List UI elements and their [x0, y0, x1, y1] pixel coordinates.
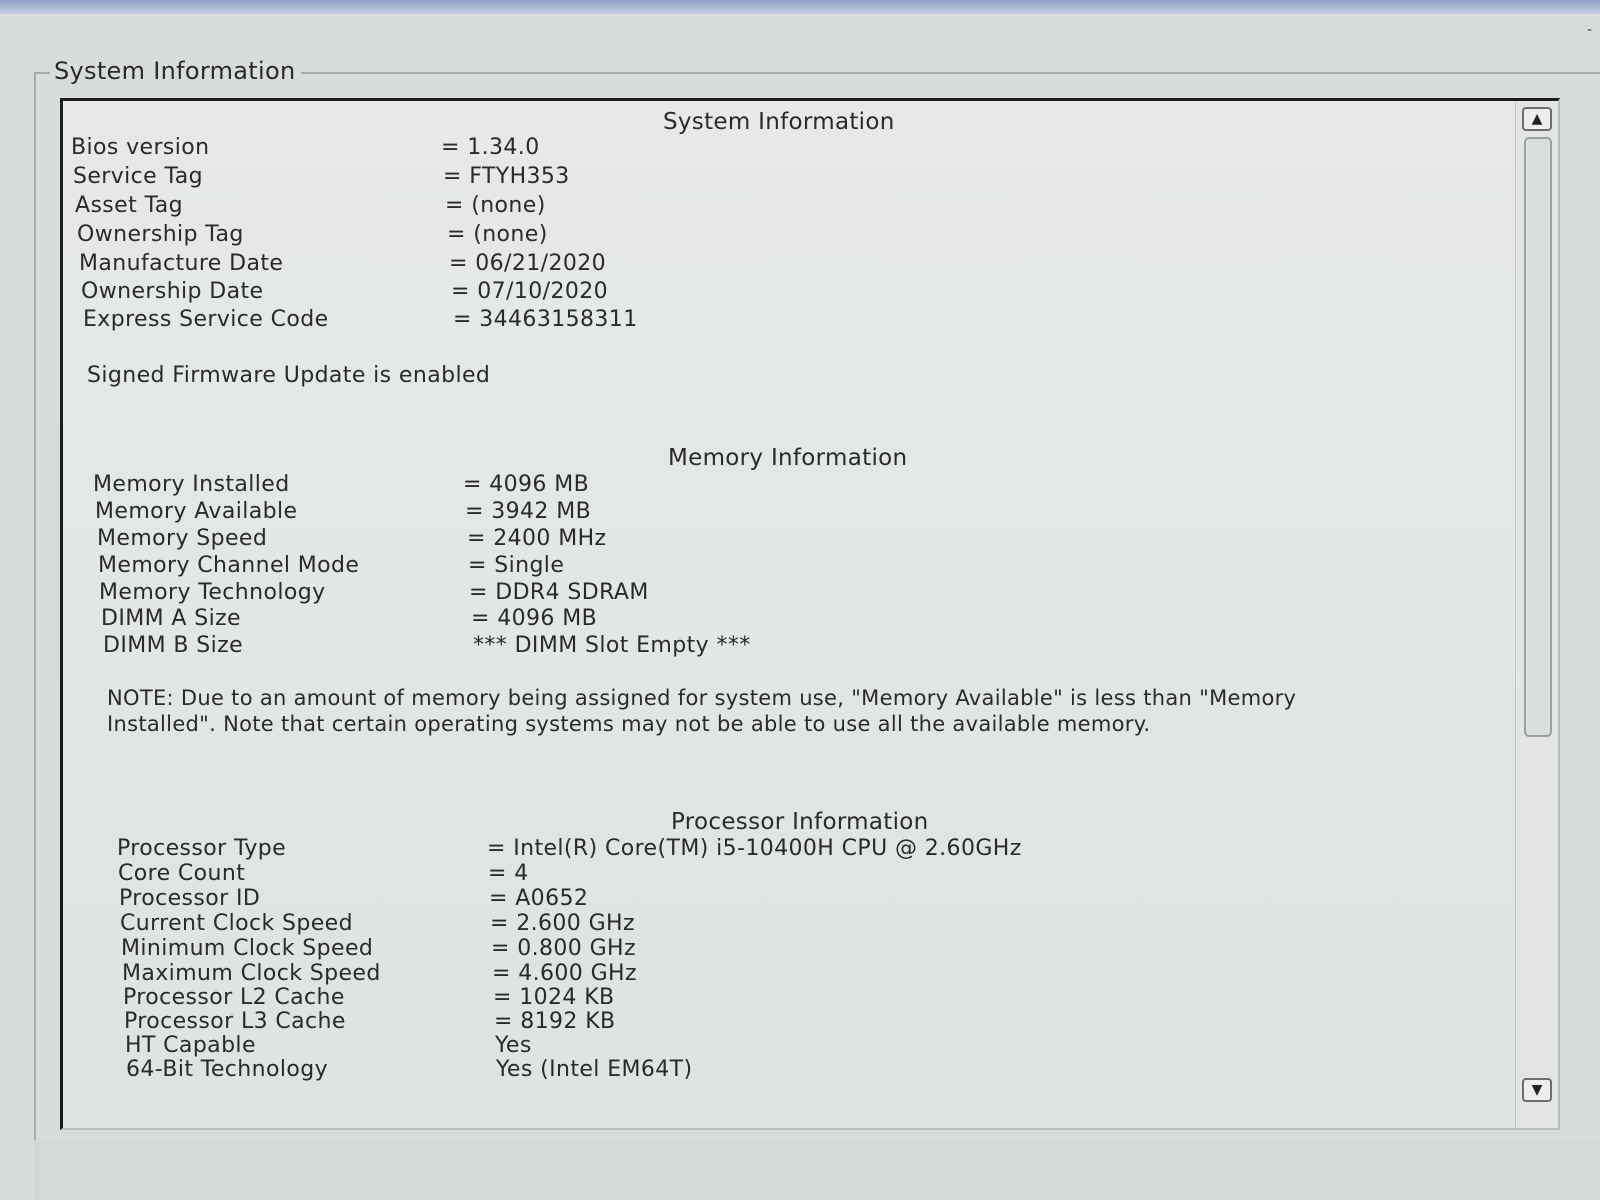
row-value: = 4 — [488, 861, 529, 886]
row-value: = 1.34.0 — [441, 135, 540, 160]
row-label: Memory Channel Mode — [98, 553, 360, 578]
row-value: = 07/10/2020 — [451, 279, 609, 304]
row-value: = 06/21/2020 — [449, 251, 607, 276]
row-value: = 3942 MB — [465, 499, 592, 524]
row-label: Asset Tag — [75, 193, 183, 218]
row-label: DIMM B Size — [103, 633, 244, 658]
scroll-thumb[interactable] — [1524, 137, 1552, 737]
vertical-scrollbar[interactable] — [1515, 101, 1558, 1128]
groupbox-title: System Information — [50, 57, 301, 85]
row-value: = DDR4 SDRAM — [469, 580, 649, 605]
row-label: Processor L3 Cache — [124, 1009, 346, 1034]
row-label: Core Count — [118, 861, 246, 886]
scroll-up-button[interactable] — [1522, 107, 1552, 131]
groupbox-bottom-area — [34, 1140, 1600, 1200]
row-label: Service Tag — [73, 164, 203, 189]
row-label: Manufacture Date — [79, 251, 284, 276]
triangle-up-icon: ▲ — [1531, 111, 1543, 127]
row-label: Processor Type — [117, 836, 287, 861]
row-value: Yes (Intel EM64T) — [496, 1057, 693, 1082]
row-label: Minimum Clock Speed — [121, 936, 374, 961]
scroll-down-button[interactable] — [1522, 1078, 1552, 1102]
system-section-heading: System Information — [663, 109, 895, 135]
row-value: = 1024 KB — [493, 985, 615, 1010]
row-label: Processor ID — [119, 886, 261, 911]
processor-section-heading: Processor Information — [671, 809, 929, 835]
info-scroll-panel[interactable] — [60, 98, 1560, 1130]
memory-note: NOTE: Due to an amount of memory being assigned for system use, "Memory Available" is less than "Memory Installed". Note that certain operating systems may not be able to use all the available memory. — [107, 686, 1297, 736]
row-label: Memory Technology — [99, 580, 326, 605]
row-label: Ownership Tag — [77, 222, 244, 247]
memory-section-heading: Memory Information — [668, 445, 908, 471]
row-label: HT Capable — [125, 1033, 256, 1058]
row-value: = 2.600 GHz — [490, 911, 635, 936]
row-value: = 4096 MB — [471, 606, 598, 631]
row-label: Memory Installed — [93, 472, 290, 497]
row-value: = 0.800 GHz — [491, 936, 636, 961]
row-label: Bios version — [71, 135, 210, 160]
row-label: 64-Bit Technology — [126, 1057, 329, 1082]
triangle-down-icon: ▼ — [1531, 1082, 1543, 1098]
row-value: = FTYH353 — [443, 164, 570, 189]
row-value: Yes — [495, 1033, 532, 1058]
firmware-status-text: Signed Firmware Update is enabled — [87, 363, 491, 388]
row-label: Ownership Date — [81, 279, 264, 304]
row-value: *** DIMM Slot Empty *** — [473, 633, 751, 658]
row-value: = A0652 — [489, 886, 589, 911]
row-value: = (none) — [445, 193, 546, 218]
row-value: = 34463158311 — [453, 307, 638, 332]
row-value: = 2400 MHz — [467, 526, 607, 551]
row-value: = 4.600 GHz — [492, 961, 637, 986]
row-label: Maximum Clock Speed — [122, 961, 381, 986]
info-content — [63, 101, 1518, 1130]
window-top-strip — [0, 0, 1600, 14]
row-value: = 8192 KB — [494, 1009, 616, 1034]
row-label: Memory Speed — [97, 526, 268, 551]
row-label: Current Clock Speed — [120, 911, 353, 936]
row-label: Express Service Code — [83, 307, 329, 332]
window-corner-mark: - — [1586, 22, 1592, 38]
row-label: Processor L2 Cache — [123, 985, 345, 1010]
row-label: DIMM A Size — [101, 606, 241, 631]
row-label: Memory Available — [95, 499, 298, 524]
row-value: = 4096 MB — [463, 472, 590, 497]
row-value: = (none) — [447, 222, 548, 247]
row-value: = Intel(R) Core(TM) i5-10400H CPU @ 2.60GHz — [487, 836, 1022, 861]
row-value: = Single — [468, 553, 565, 578]
